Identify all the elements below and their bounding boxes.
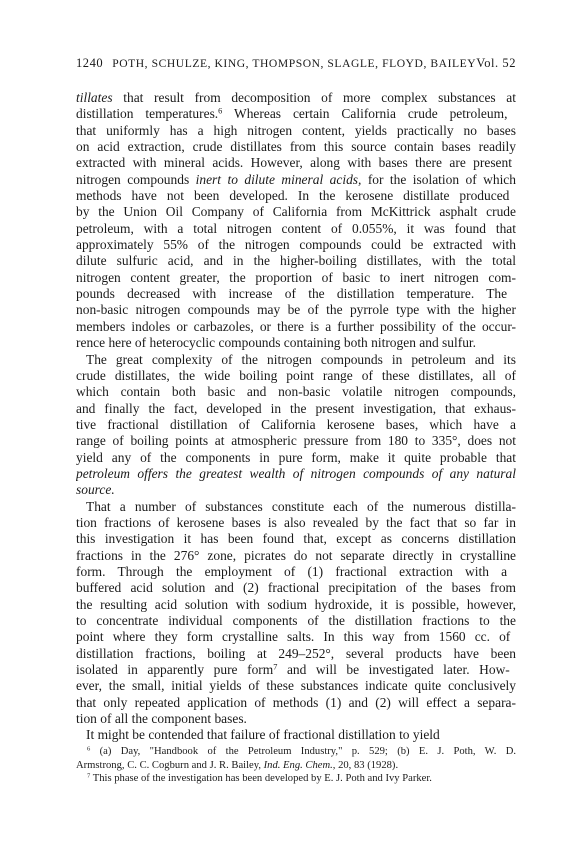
text-line bbox=[76, 548, 516, 564]
text-run: approximately 55% of the nitrogen compounds could be extracted with bbox=[76, 237, 516, 253]
text-line bbox=[76, 597, 516, 613]
text-run: distillation fractions, boiling at 249–252°, several products have been bbox=[76, 645, 516, 661]
text-run: that result from decomposition of more complex substances at bbox=[112, 90, 516, 105]
text-line bbox=[76, 613, 516, 629]
text-line bbox=[76, 401, 516, 417]
text-line bbox=[76, 188, 516, 204]
text-run: range of boiling points at atmospheric pressure from 180 to 335°, does not bbox=[76, 433, 516, 449]
footnote-marker: 7 bbox=[273, 662, 278, 672]
text-run: yield any of the components in pure form, make it quite probable that bbox=[76, 449, 516, 465]
text-run: tion of all the component bases. bbox=[76, 711, 247, 727]
text-line bbox=[76, 302, 516, 318]
text-line bbox=[76, 515, 516, 531]
text-run: It might be contended that failure of fractional distillation to yield bbox=[86, 727, 440, 743]
footnote-line bbox=[76, 745, 516, 759]
text-run: 20, 83 (1928). bbox=[335, 759, 399, 771]
text-run: the resulting acid solution with sodium hydroxide, it is possible, however, bbox=[76, 596, 516, 612]
text-run: buffered acid solution and (2) fractional precipitation of the bases from bbox=[76, 580, 516, 596]
text-line bbox=[76, 629, 516, 645]
volume-label: Vol. 52 bbox=[476, 56, 516, 70]
text-line bbox=[76, 466, 516, 482]
text-run: rence here of heterocyclic compounds containing both nitrogen and sulfur. bbox=[76, 335, 477, 351]
text-run: that only repeated application of methods (1) and (2) will effect a separa- bbox=[76, 694, 516, 710]
text-run: that uniformly has a high nitrogen content, yields practically no bases bbox=[76, 122, 516, 138]
body-text bbox=[76, 90, 516, 744]
text-run: this investigation it has been found that, except as concerns distillation bbox=[76, 531, 516, 547]
text-run: extracted with mineral acids. However, along with bases there are present bbox=[76, 155, 512, 171]
text-line bbox=[76, 711, 516, 727]
text-run: by the Union Oil Company of California from McKittrick asphalt crude bbox=[76, 204, 516, 220]
text-run: tive fractional distillation of California kerosene bases, which have a bbox=[76, 416, 516, 432]
running-header bbox=[76, 56, 516, 76]
text-line bbox=[76, 352, 516, 368]
text-run: and will be investigated later. How- bbox=[277, 662, 510, 678]
text-run: petroleum, with a total nitrogen content of 0.055%, it was found that bbox=[76, 220, 516, 236]
text-run: distillation temperatures. bbox=[76, 106, 219, 122]
text-line bbox=[76, 335, 516, 351]
text-run: ever, the small, initial yields of these substances indicate quite conclusively bbox=[76, 678, 516, 694]
text-line bbox=[76, 482, 516, 498]
text-run: isolated in apparently pure form bbox=[76, 662, 274, 678]
text-run: to concentrate individual components of the distillation fractions to the bbox=[76, 613, 516, 628]
text-run: This phase of the investigation has been developed by E. J. Poth and Ivy Parker. bbox=[90, 773, 432, 785]
text-run: members indoles or carbazoles, or there is a further possibility of the occur- bbox=[76, 318, 516, 334]
text-line bbox=[76, 678, 516, 694]
text-line bbox=[76, 221, 516, 237]
text-run: dilute sulfuric acid, and in the higher-boiling distillates, with the total bbox=[76, 253, 516, 269]
text-line bbox=[76, 237, 516, 253]
text-line bbox=[76, 368, 516, 384]
text-line bbox=[76, 695, 516, 711]
text-line bbox=[76, 172, 516, 188]
text-line bbox=[76, 106, 516, 122]
text-run: and finally the fact, developed in the present investigation, that exhaus- bbox=[76, 400, 516, 416]
text-run: fractions in the 276° zone, picrates do not separate directly in crystalline bbox=[76, 547, 516, 563]
text-line bbox=[76, 90, 516, 106]
text-line bbox=[76, 450, 516, 466]
text-line bbox=[76, 499, 516, 515]
text-run: Armstrong, C. C. Cogburn and J. R. Bailey, bbox=[76, 759, 264, 771]
text-run: which contain both basic and non-basic volatile nitrogen compounds, bbox=[76, 384, 516, 400]
text-run: That a number of substances constitute each of the numerous distilla- bbox=[86, 498, 516, 514]
text-line bbox=[76, 662, 516, 678]
footnotes bbox=[76, 745, 516, 786]
text-run: for the isolation of which bbox=[361, 171, 516, 187]
text-line bbox=[76, 155, 516, 171]
text-line bbox=[76, 417, 516, 433]
text-line bbox=[76, 646, 516, 662]
text-run: pounds decreased with increase of the distillation temperature. The bbox=[76, 286, 508, 302]
footnote-marker: 6 bbox=[87, 745, 91, 753]
text-line bbox=[76, 139, 516, 155]
italic-text: petroleum offers the greatest wealth of nitrogen compounds of any natural bbox=[76, 465, 516, 481]
running-header-authors: POTH, SCHULZE, KING, THOMPSON, SLAGLE, FLOYD, BAILEY bbox=[112, 57, 477, 70]
italic-text: Ind. Eng. Chem., bbox=[263, 759, 336, 771]
page-number: 1240 bbox=[76, 56, 104, 70]
text-line bbox=[76, 319, 516, 335]
text-run: nitrogen content greater, the proportion of basic to inert nitrogen com- bbox=[76, 269, 516, 285]
text-line bbox=[76, 727, 516, 743]
page bbox=[76, 56, 516, 786]
text-run: The great complexity of the nitrogen compounds in petroleum and its bbox=[86, 351, 516, 367]
italic-text: inert to dilute mineral acids, bbox=[195, 171, 362, 187]
text-line bbox=[76, 433, 516, 449]
text-run: methods have not been developed. In the kerosene distillate produced bbox=[76, 188, 510, 204]
text-line bbox=[76, 253, 516, 269]
footnote-marker: 7 bbox=[87, 772, 91, 780]
text-run: on acid extraction, crude distillates from this source contain bases readily bbox=[76, 139, 516, 155]
footnote-line bbox=[76, 772, 516, 786]
text-line bbox=[76, 564, 516, 580]
text-run: point where they form crystalline salts. In this way from 1560 cc. of bbox=[76, 629, 511, 645]
text-line bbox=[76, 286, 516, 302]
text-line bbox=[76, 531, 516, 547]
text-run: crude distillates, the wide boiling point range of these distillates, all of bbox=[76, 367, 516, 383]
text-run: form. Through the employment of (1) fractional extraction with a bbox=[76, 563, 508, 579]
footnote-marker: 6 bbox=[218, 106, 223, 116]
text-line bbox=[76, 204, 516, 220]
text-run: Whereas certain California crude petroleum, bbox=[222, 106, 508, 122]
text-line bbox=[76, 580, 516, 596]
italic-text: source. bbox=[76, 482, 115, 498]
text-line bbox=[76, 270, 516, 286]
footnote-line bbox=[76, 759, 516, 773]
text-run: nitrogen compounds bbox=[76, 171, 196, 187]
text-line bbox=[76, 123, 516, 139]
italic-text: tillates bbox=[76, 90, 113, 105]
text-line bbox=[76, 384, 516, 400]
text-run: tion fractions of kerosene bases is also revealed by the fact that so far in bbox=[76, 514, 516, 530]
text-run: (a) Day, "Handbook of the Petroleum Industry," p. 529; (b) E. J. Poth, W. D. bbox=[90, 745, 516, 757]
text-run: non-basic nitrogen compounds may be of the pyrrole type with the higher bbox=[76, 302, 516, 318]
